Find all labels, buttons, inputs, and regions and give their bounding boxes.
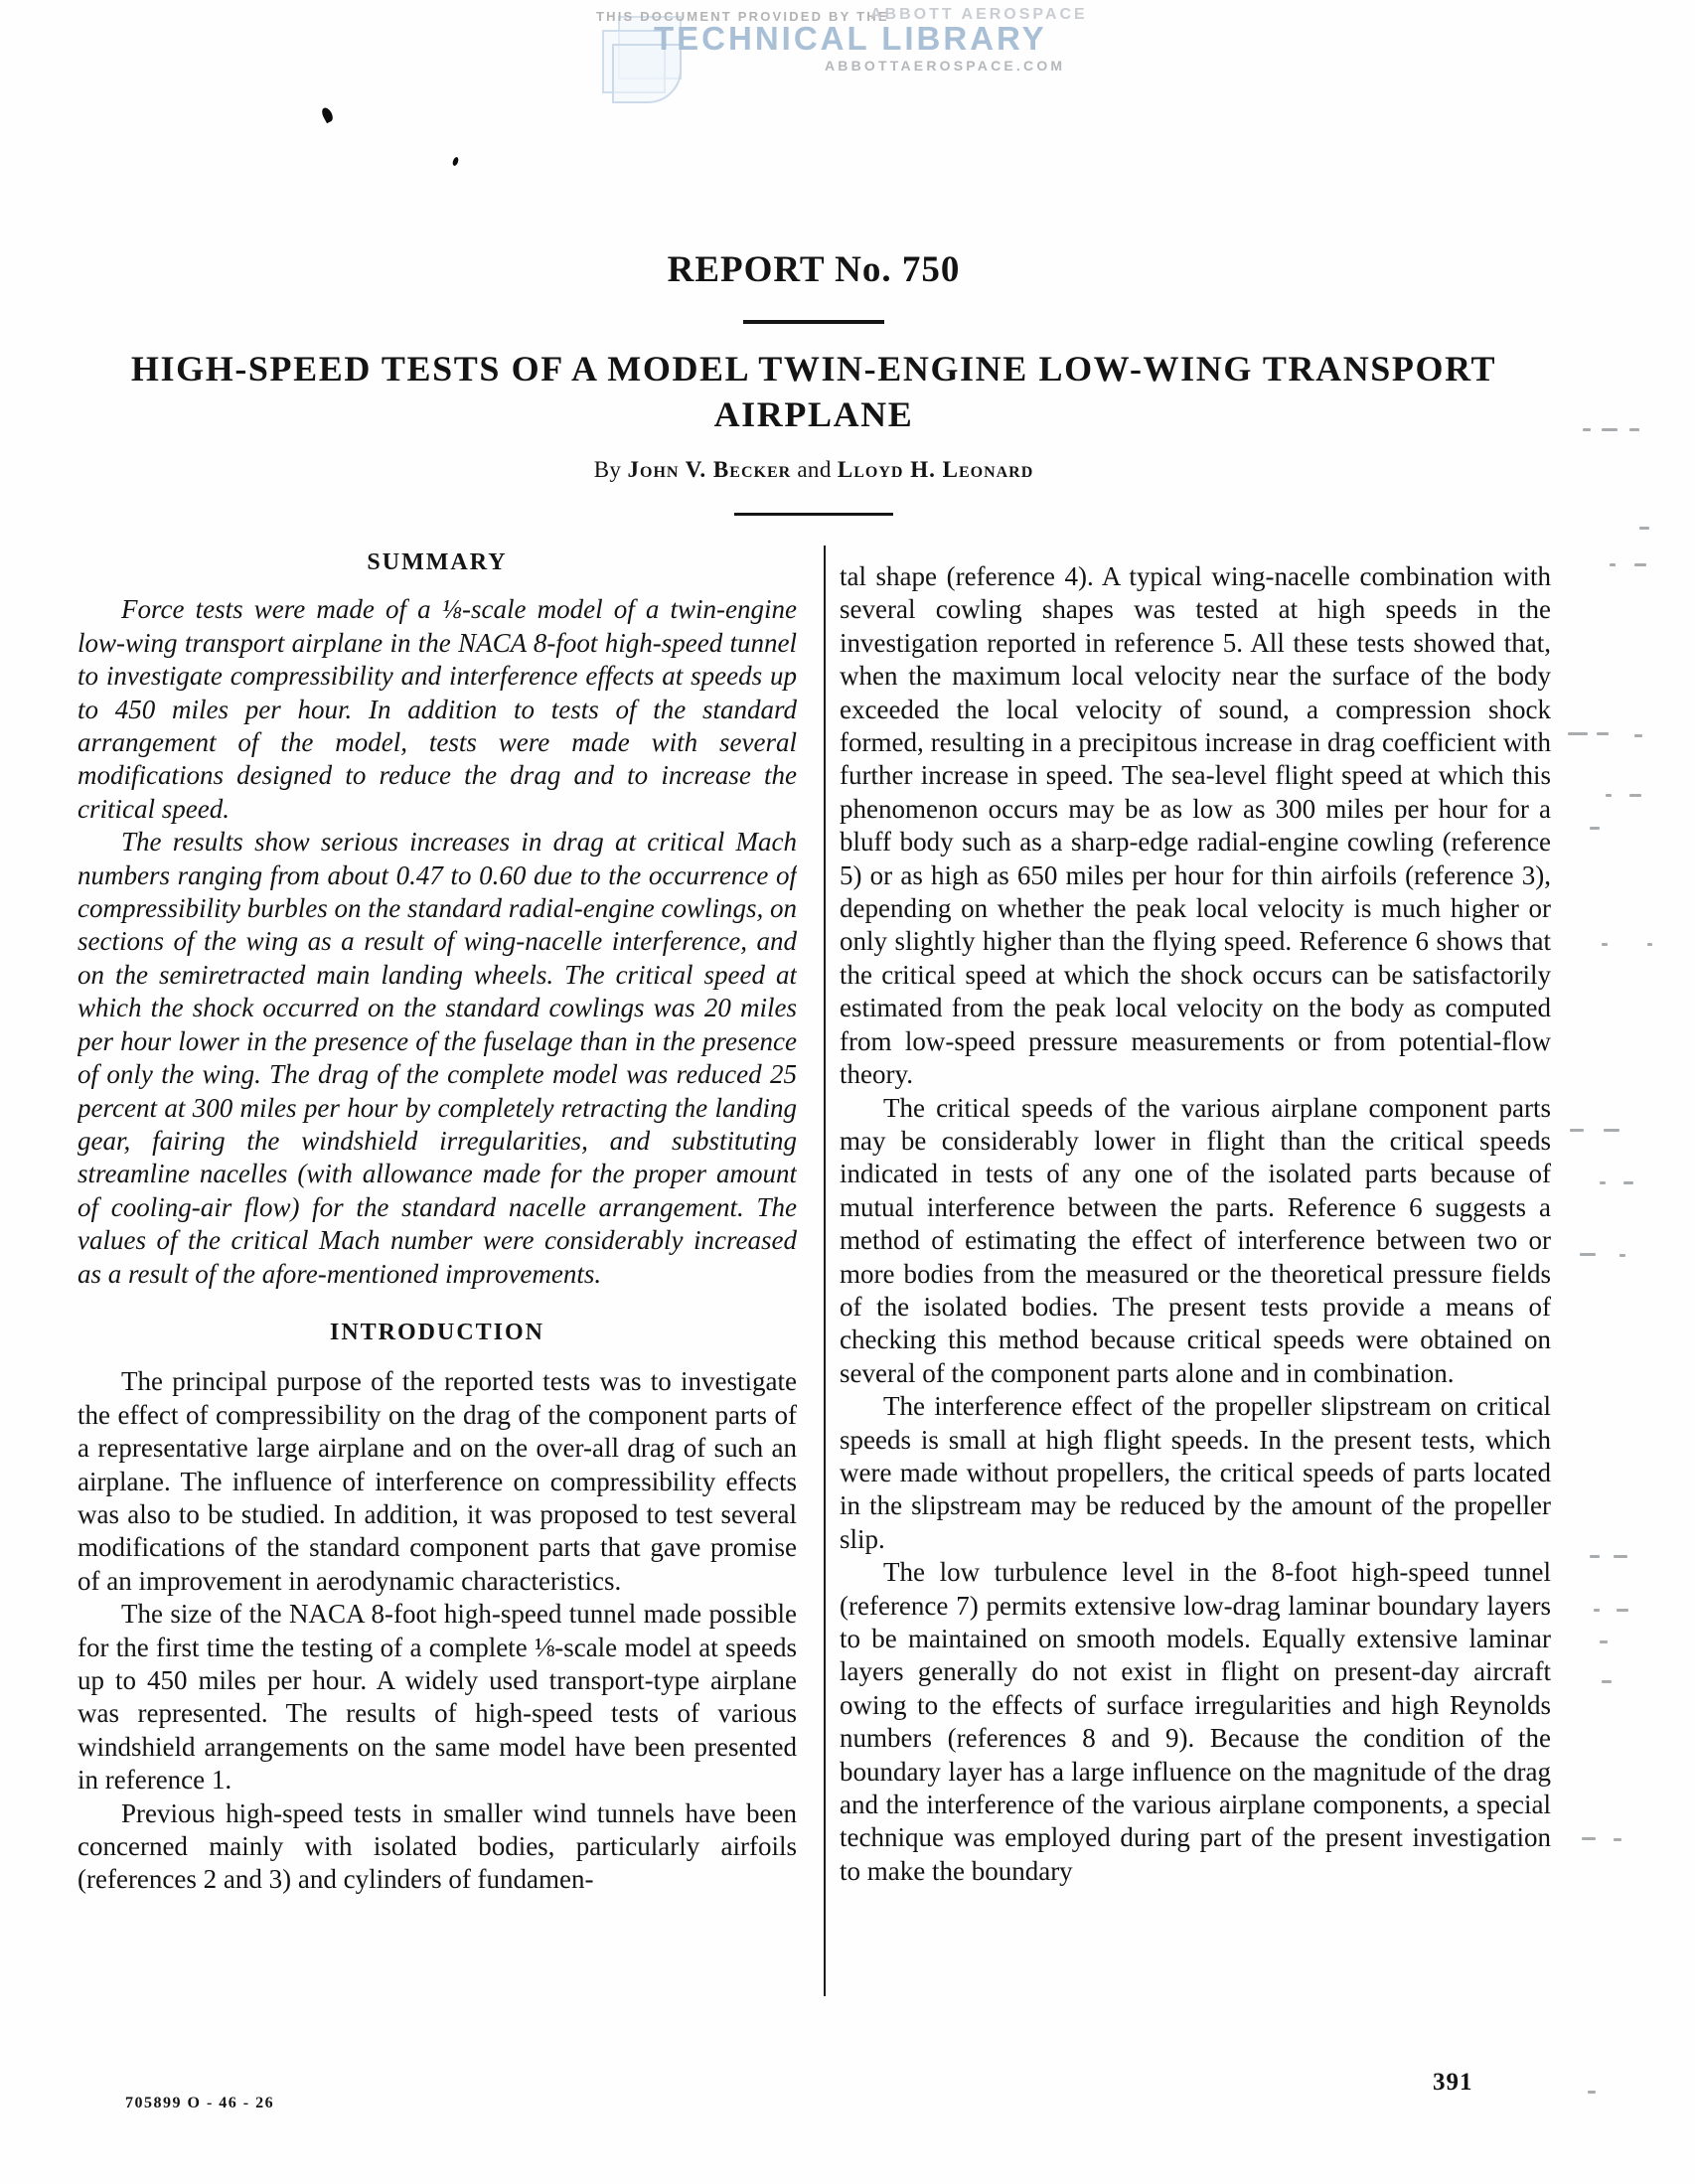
watermark-header [0,0,1695,119]
margin-mark [1604,1129,1619,1132]
ink-blot [452,156,460,166]
margin-mark [1619,1254,1625,1257]
right-column [840,560,1551,2003]
margin-mark [1582,1837,1596,1840]
margin-mark [1629,794,1641,797]
margin-mark [1623,1181,1633,1184]
margin-mark [1580,1253,1596,1256]
byline-conjunction: and [797,457,832,482]
report-title-line1: HIGH-SPEED TESTS OF A MODEL TWIN-ENGINE LOW-WING TRANSPORT [130,349,1497,389]
report-number: REPORT No. 750 [667,249,961,290]
column-divider [824,546,826,1996]
body-paragraph: The interference effect of the propeller slipstream on critical speeds is small at high flight speeds. In the present tests, which were made without propellers, the critical speeds of parts located in the slipstream may be reduced by the amount of the propeller slip. [840,1391,1551,1554]
margin-mark [1588,2091,1596,2094]
margin-mark [1583,428,1591,431]
margin-mark [1590,1555,1600,1558]
watermark-brand-text: ABBOTT AEROSPACE [870,6,1088,23]
body-paragraph: The critical speeds of the various airplane component parts may be considerably lower in flight than the critical speeds indicated in tests of any one of the isolated parts because of mutual interference between the parts. Reference 6 suggests a method of estimating the effect of interference between two or more bodies from the measured or the theoretical pressure fields of the isolated bodies. The present tests provide a means of checking this method because critical speeds were obtained on several of the component parts alone and in combination. [840,1092,1551,1388]
margin-mark [1602,1680,1612,1683]
margin-mark [1568,732,1588,735]
author-name: John V. Becker [627,457,792,482]
intro-paragraph: The size of the NACA 8-foot high-speed tunnel made possible for the first time the testing of a complete ⅛-scale model at speeds up to 450 miles per hour. A widely used transport-type airplane was represented. The results of high-speed tests of various windshield arrangements on the same model have been presented in reference 1. [77,1599,797,1795]
title-rule [743,320,884,324]
body-paragraph: The low turbulence level in the 8-foot high-speed tunnel (reference 7) permits extensive low-drag laminar boundary layers to be maintained on smooth models. Equally extensive laminar layers generally do not exist in flight on present-day aircraft owing to the effects of surface irregularities and high Reynolds numbers (references 8 and 9). Because the condition of the boundary layer has a large influence on the magnitude of the drag and the interference of the various airplane components, a special technique was employed during part of the present investigation to make the boundary [840,1557,1551,1886]
byline-rule [734,513,893,516]
margin-mark [1614,1555,1627,1558]
watermark-provided-text: THIS DOCUMENT PROVIDED BY THE [596,9,889,24]
margin-mark [1570,1129,1584,1132]
body-paragraph: tal shape (reference 4). A typical wing-nacelle combination with several cowling shapes was tested at high speeds in the investigation reported in reference 5. All these tests showed that, when the maximum local velocity near the surface of the body exceeded the local velocity of sound, a compression shock formed, resulting in a precipitous increase in drag coefficient with further increase in speed. The sea-level flight speed at which this phenomenon occurs may be as low as 300 miles per hour for a bluff body such as a sharp-edge radial-engine cowling (reference 5) or as high as 650 miles per hour for thin airfoils (reference 3), depending on whether the peak local velocity is much higher or only slightly higher than the flying speed. Reference 6 shows that the critical speed at which the shock occurs can be satisfactorily estimated from the peak local velocity on the body as computed from low-speed pressure measurements or from potential-flow theory. [840,561,1551,1090]
margin-mark [1606,794,1612,797]
byline [77,457,1550,483]
watermark-library-title: TECHNICAL LIBRARY [654,20,1047,57]
left-column [77,546,797,2002]
author-name: Lloyd H. Leonard [837,457,1034,482]
margin-mark [1614,1838,1621,1841]
margin-mark [1647,943,1652,946]
intro-paragraph: Previous high-speed tests in smaller wind tunnels have been concerned mainly with isolated bodies, particularly airfoils (references 2 and 3) and cylinders of fundamen- [77,1797,797,1895]
summary-paragraph: Force tests were made of a ⅛-scale model of a twin-engine low-wing transport airplane in the NACA 8-foot high-speed tunnel to investigate compressibility and interference effects at speeds up to 450 miles per hour. In addition to tests of the standard arrangement of the model, tests were made with several modifications designed to reduce the drag and to increase the critical speed. [77,594,797,824]
margin-mark [1639,527,1649,530]
margin-mark [1590,827,1600,830]
margin-mark [1629,428,1639,431]
page-number: 391 [1433,2069,1473,2096]
margin-mark [1600,1181,1606,1184]
margin-mark [1617,1609,1628,1612]
summary-paragraph: The results show serious increases in drag at critical Mach numbers ranging from about 0.47 to 0.60 due to the occurrence of compressibility burbles on the standard radial-engine cowlings, on sections of the wing as a result of wing-nacelle interference, and on the semiretracted main landing wheels. The critical speed at which the shock occurred on the standard cowlings was 20 miles per hour lower in the presence of the fuselage than in the presence of only the wing. The drag of the complete model was reduced 25 percent at 300 miles per hour by completely retracting the landing gear, fairing the windshield irregularities, and substituting streamline nacelles (with allowance made for the proper amount of cooling-air flow) for the standard nacelle arrangement. The values of the critical Mach number were considerably increased as a result of the afore-mentioned improvements. [77,827,797,1289]
report-title-line2: AIRPLANE [713,394,914,434]
margin-mark [1602,943,1608,946]
margin-mark [1597,732,1609,735]
margin-mark [1600,1640,1608,1643]
margin-mark [1602,428,1618,431]
print-code: 705899 O - 46 - 26 [125,2095,275,2111]
margin-mark [1634,563,1646,566]
intro-paragraph: The principal purpose of the reported tests was to investigate the effect of compressibility on the drag of the component parts of a representative large airplane and on the over-all drag of such an airplane. The influence of interference on compressibility effects was also to be studied. In addition, it was proposed to test several modifications of the standard component parts that gave promise of an improvement in aerodynamic characteristics. [77,1366,797,1596]
watermark-url-text: ABBOTTAEROSPACE.COM [825,58,1066,74]
report-title [77,346,1550,437]
margin-mark [1634,734,1642,737]
margin-mark [1610,563,1616,566]
summary-heading: SUMMARY [367,549,508,575]
byline-prefix: By [593,457,622,482]
introduction-heading: INTRODUCTION [329,1319,545,1345]
margin-mark [1594,1609,1600,1612]
